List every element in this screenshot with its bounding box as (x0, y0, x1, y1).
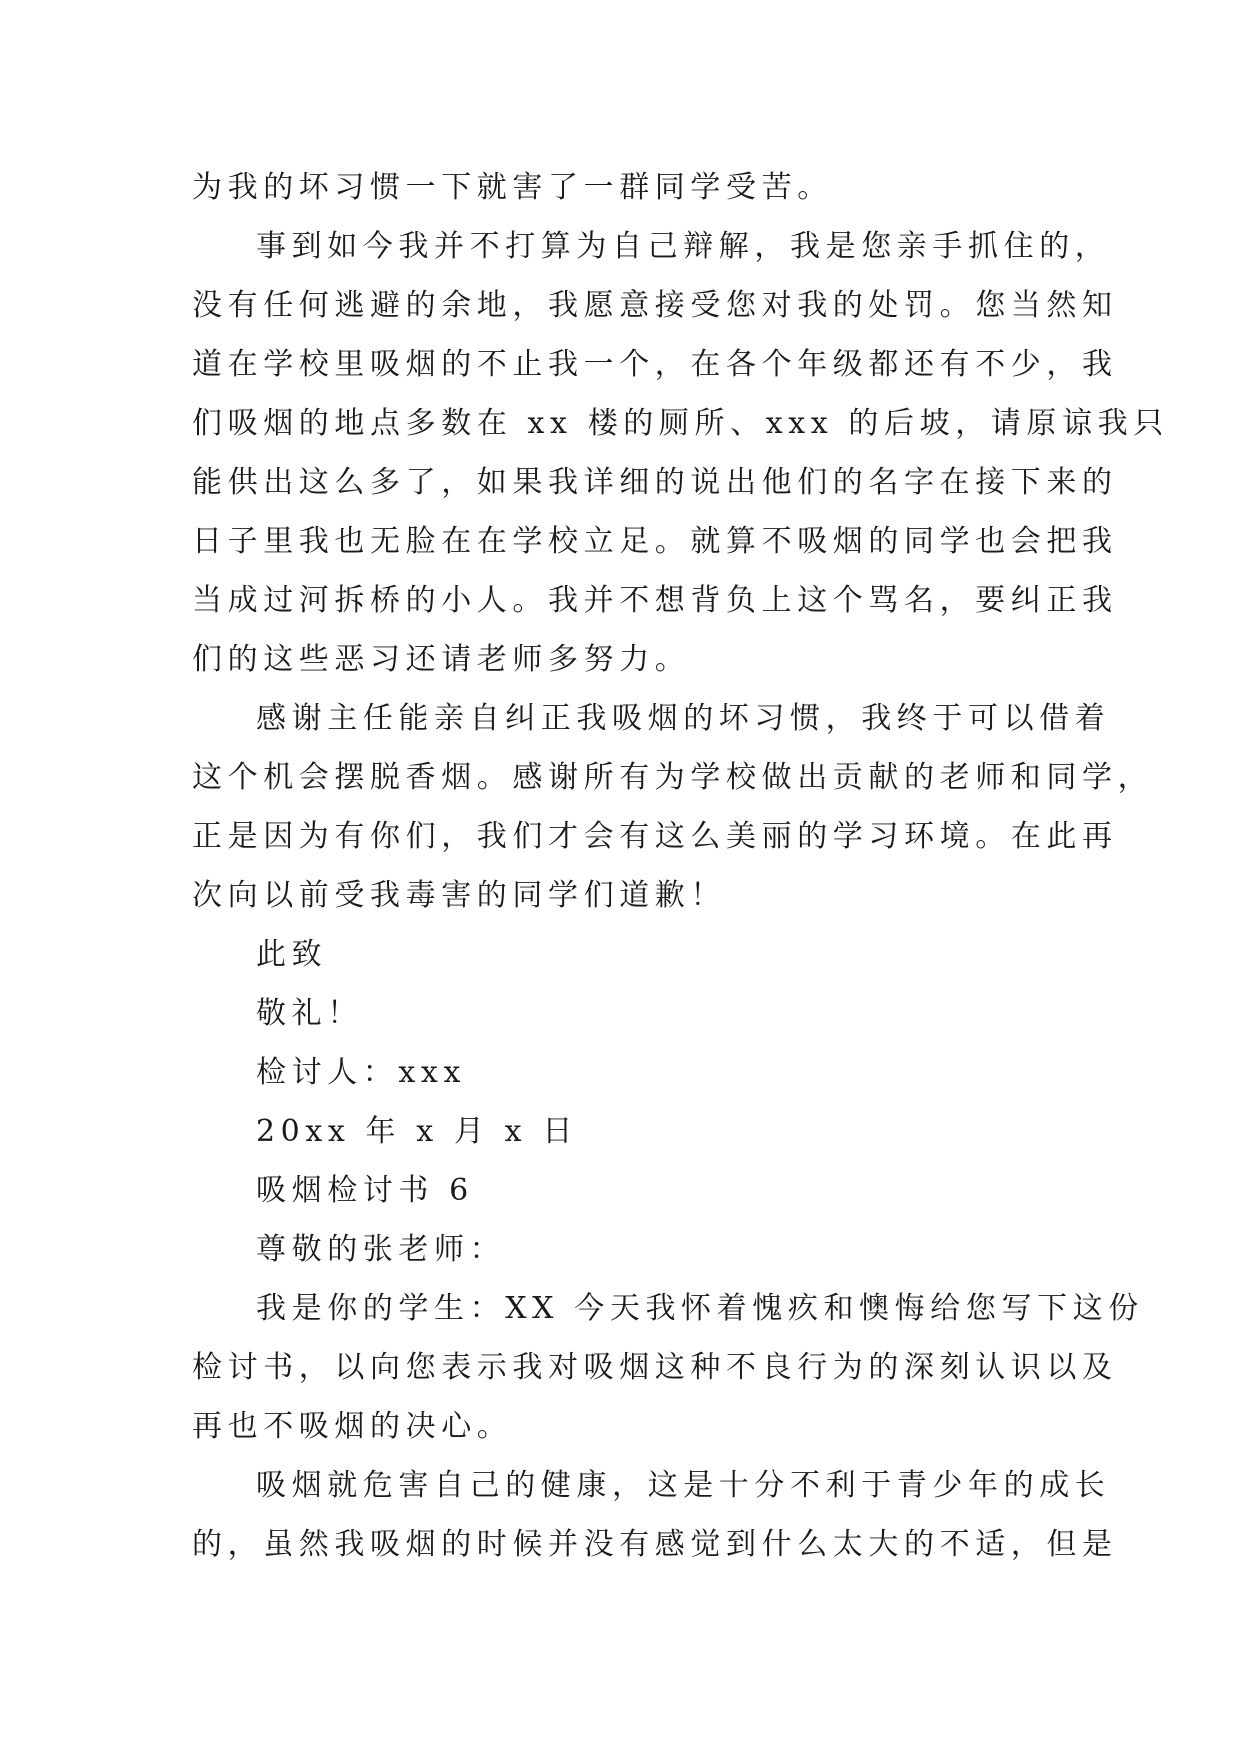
text-line: 检讨书，以向您表示我对吸烟这种不良行为的深刻认识以及 (192, 1350, 1118, 1385)
document-body (192, 158, 1169, 1574)
text-line: 们的这些恶习还请老师多努力。 (192, 642, 691, 677)
greeting-line: 尊敬的张老师： (256, 1232, 506, 1267)
text-line: 吸烟就危害自己的健康，这是十分不利于青少年的成长 (256, 1468, 1111, 1503)
text-line: 事到如今我并不打算为自己辩解，我是您亲手抓住的， (256, 229, 1111, 264)
text-line: 再也不吸烟的决心。 (192, 1409, 513, 1444)
text-line: 日子里我也无脸在在学校立足。就算不吸烟的同学也会把我 (192, 524, 1118, 559)
text-line: 道在学校里吸烟的不止我一个，在各个年级都还有不少，我 (192, 347, 1118, 382)
text-line: 没有任何逃避的余地，我愿意接受您对我的处罚。您当然知 (192, 288, 1118, 323)
closing-salutation: 此致 (256, 937, 328, 972)
text-line: 正是因为有你们，我们才会有这么美丽的学习环境。在此再 (192, 819, 1118, 854)
closing-regards: 敬礼！ (256, 996, 363, 1031)
date-line: 20xx 年 x 月 x 日 (256, 1114, 578, 1149)
text-line: 能供出这么多了，如果我详细的说出他们的名字在接下来的 (192, 465, 1118, 500)
text-line: 这个机会摆脱香烟。感谢所有为学校做出贡献的老师和同学， (192, 760, 1154, 795)
text-line: 为我的坏习惯一下就害了一群同学受苦。 (192, 170, 833, 205)
text-line: 当成过河拆桥的小人。我并不想背负上这个骂名，要纠正我 (192, 583, 1118, 618)
section-title: 吸烟检讨书 6 (256, 1173, 474, 1208)
text-line: 的，虽然我吸烟的时候并没有感觉到什么太大的不适，但是 (192, 1527, 1118, 1562)
text-line: 次向以前受我毒害的同学们道歉！ (192, 878, 726, 913)
signature-line: 检讨人：xxx (256, 1055, 466, 1090)
text-line: 我是你的学生：XX 今天我怀着愧疚和懊悔给您写下这份 (256, 1291, 1144, 1326)
text-line: 们吸烟的地点多数在 xx 楼的厕所、xxx 的后坡，请原谅我只 (192, 406, 1169, 441)
text-line: 感谢主任能亲自纠正我吸烟的坏习惯，我终于可以借着 (256, 701, 1111, 736)
